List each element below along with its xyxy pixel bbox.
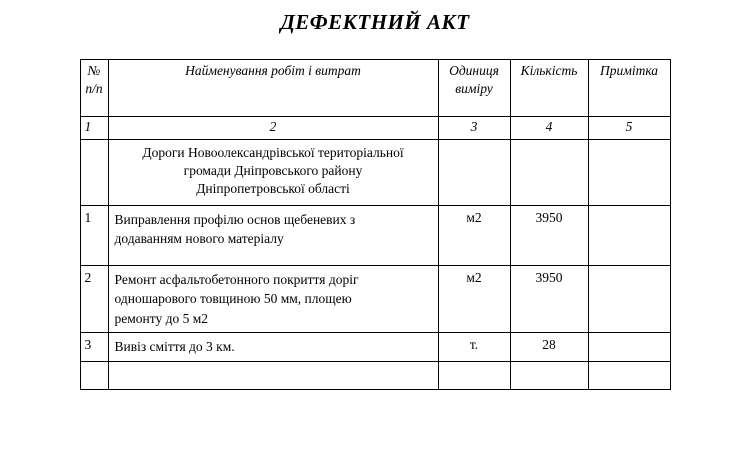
column-number-1: 1 (80, 117, 108, 140)
group-row-unit-cell (438, 140, 510, 206)
header-cell-quantity: Кількість (510, 60, 588, 117)
header-number-line1: № (87, 63, 101, 78)
table-row (80, 265, 670, 333)
row-description-line3: ремонту до 5 м2 (114, 310, 209, 326)
row-description (108, 265, 438, 333)
group-row-quantity-cell (510, 140, 588, 206)
row-note (588, 205, 670, 265)
header-cell-unit (438, 60, 510, 117)
header-cell-note: Примітка (588, 60, 670, 117)
row-description-line1: Вивіз сміття до 3 км. (114, 339, 235, 355)
group-heading-line2: громади Дніпровського району (183, 163, 363, 179)
row-quantity: 28 (510, 333, 588, 362)
defect-act-table (80, 59, 671, 390)
row-note (588, 361, 670, 390)
table-column-numbers-row (80, 117, 670, 140)
header-unit-line1: Одиниця (449, 63, 499, 78)
row-note (588, 265, 670, 333)
row-index: 2 (80, 265, 108, 333)
row-description-line1: Ремонт асфальтобетонного покриття доріг (114, 271, 359, 287)
column-number-4: 4 (510, 117, 588, 140)
column-number-2: 2 (108, 117, 438, 140)
header-unit-line2: виміру (455, 81, 493, 97)
document-page (0, 10, 750, 450)
page-title: ДЕФЕКТНИЙ АКТ (280, 10, 470, 34)
group-row-number-cell (80, 140, 108, 206)
header-cell-number (80, 60, 108, 117)
row-unit: м2 (438, 265, 510, 333)
row-unit: м2 (438, 205, 510, 265)
group-heading-line3: Дніпропетровської області (196, 181, 350, 197)
table-header-row (80, 60, 670, 117)
row-quantity (510, 361, 588, 390)
table-row (80, 333, 670, 362)
row-description (108, 361, 438, 390)
header-number-line2: п/п (85, 81, 103, 97)
group-heading-line1: Дороги Новоолександрівської територіальної (142, 145, 404, 160)
row-description-line2: додаванням нового матеріалу (114, 231, 284, 247)
column-number-5: 5 (588, 117, 670, 140)
group-row-heading (108, 140, 438, 206)
row-unit (438, 361, 510, 390)
row-description-line2: одношарового товщиною 50 мм, площею (114, 291, 352, 307)
row-unit: т. (438, 333, 510, 362)
row-note (588, 333, 670, 362)
row-description (108, 333, 438, 362)
row-index: 3 (80, 333, 108, 362)
row-description (108, 205, 438, 265)
table-row (80, 205, 670, 265)
row-quantity: 3950 (510, 265, 588, 333)
header-cell-description: Найменування робіт і витрат (108, 60, 438, 117)
row-description-line1: Виправлення профілю основ щебеневих з (114, 211, 356, 227)
table-group-row (80, 140, 670, 206)
table-row-empty (80, 361, 670, 390)
row-quantity: 3950 (510, 205, 588, 265)
column-number-3: 3 (438, 117, 510, 140)
row-index: 1 (80, 205, 108, 265)
row-index (80, 361, 108, 390)
group-row-note-cell (588, 140, 670, 206)
